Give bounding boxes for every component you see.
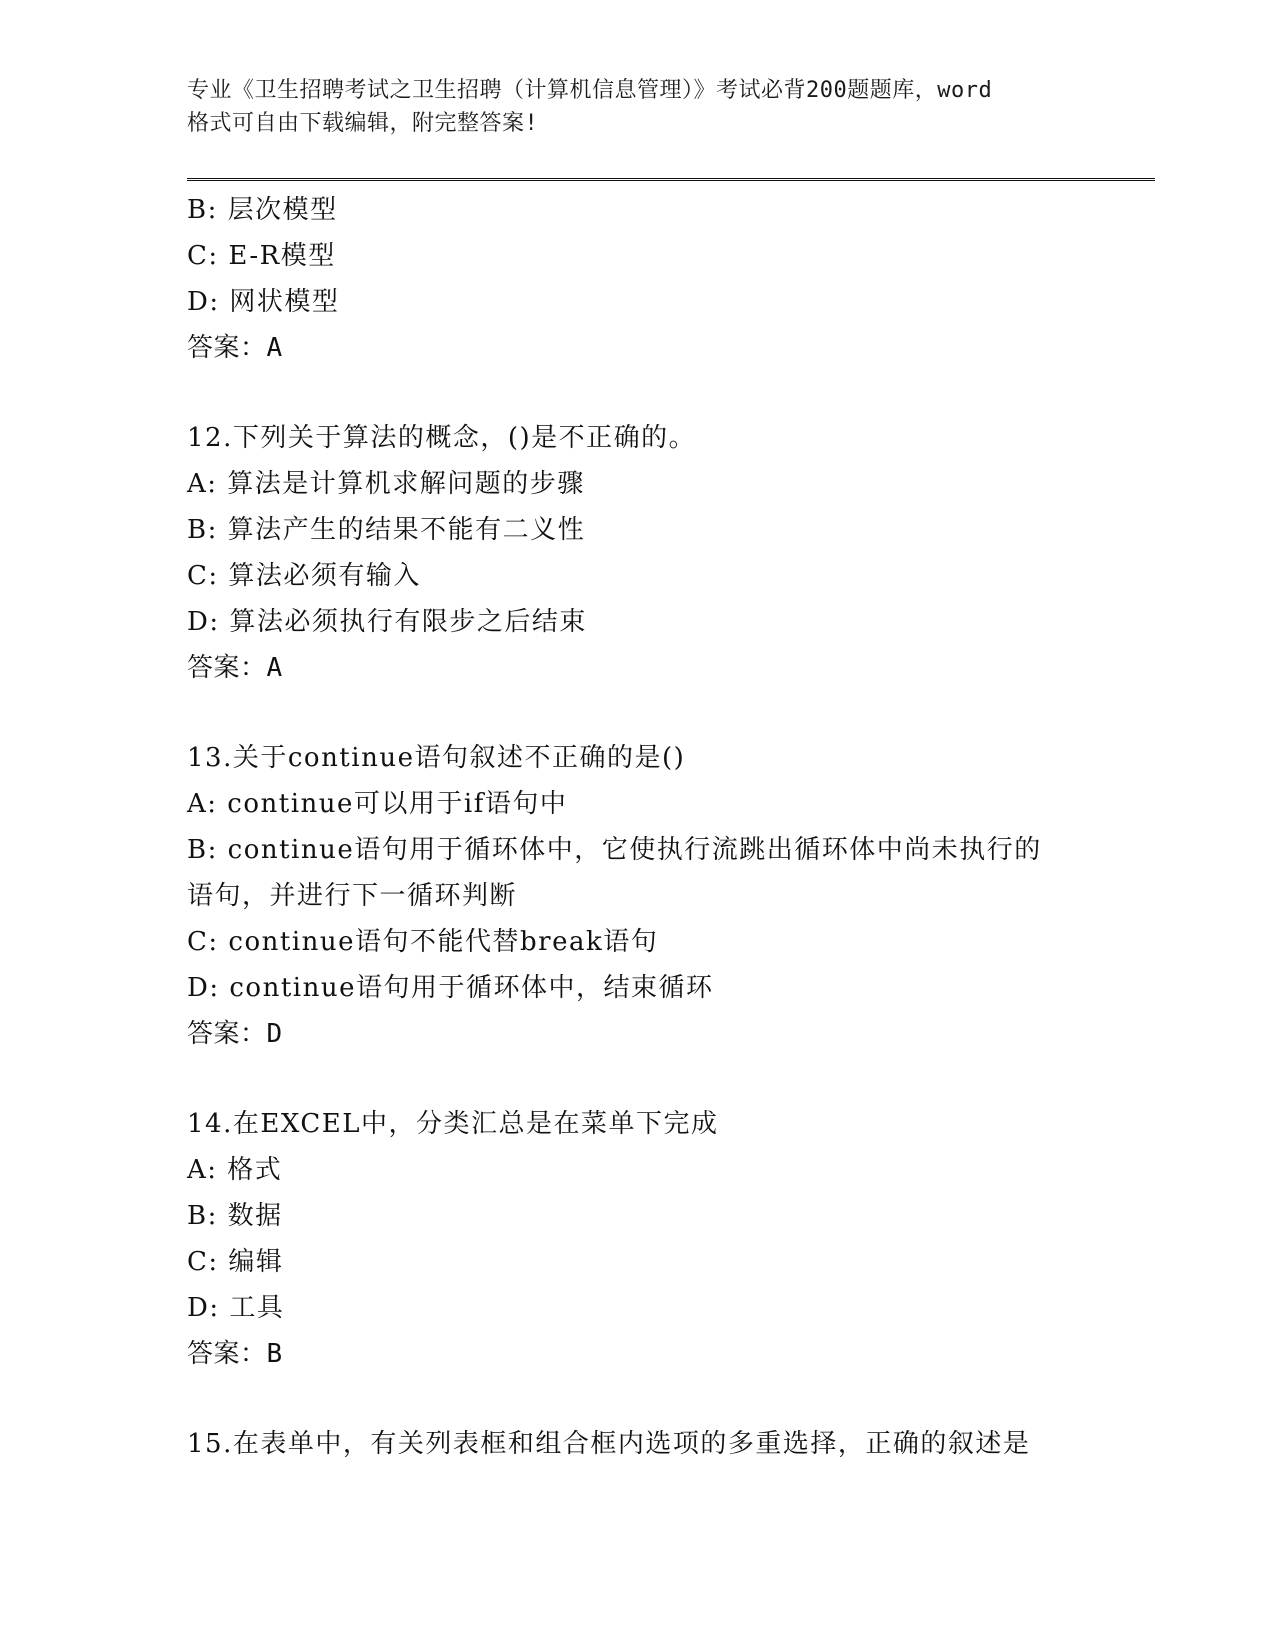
option-b: B: continue语句用于循环体中，它使执行流跳出循环体中尚未执行的 <box>187 835 1042 865</box>
option-b: B: 算法产生的结果不能有二义性 <box>187 515 586 545</box>
option-d: D: 算法必须执行有限步之后结束 <box>187 607 587 637</box>
option-d: D: continue语句用于循环体中，结束循环 <box>187 973 714 1003</box>
option-a: A: 算法是计算机求解问题的步骤 <box>187 469 585 499</box>
option-b-continued: 语句，并进行下一循环判断 <box>187 881 518 911</box>
header-divider <box>187 178 1155 181</box>
question-14 <box>187 1101 1137 1377</box>
option-b: B: 数据 <box>187 1201 283 1231</box>
option-d: D: 工具 <box>187 1293 285 1323</box>
option-c: C: E-R模型 <box>187 241 336 271</box>
option-c: C: continue语句不能代替break语句 <box>187 927 659 957</box>
answer: 答案：B <box>187 1339 283 1369</box>
option-b: B: 层次模型 <box>187 195 338 225</box>
question-15 <box>187 1421 1137 1467</box>
question-text: 12.下列关于算法的概念，()是不正确的。 <box>187 423 697 453</box>
question-13 <box>187 735 1137 1057</box>
answer: 答案：A <box>187 653 283 683</box>
option-d: D: 网状模型 <box>187 287 340 317</box>
answer: 答案：D <box>187 1019 283 1049</box>
question-12 <box>187 415 1137 691</box>
answer: 答案：A <box>187 333 283 363</box>
header-line-1: 专业《卫生招聘考试之卫生招聘（计算机信息管理）》考试必背200题题库，word <box>187 78 993 103</box>
option-c: C: 算法必须有输入 <box>187 561 421 591</box>
option-c: C: 编辑 <box>187 1247 284 1277</box>
question-list <box>187 187 1137 1467</box>
option-a: A: 格式 <box>187 1155 283 1185</box>
header-line-2: 格式可自由下载编辑，附完整答案! <box>187 111 539 136</box>
question-text: 14.在EXCEL中，分类汇总是在菜单下完成 <box>187 1109 719 1139</box>
question-11-tail <box>187 187 1137 371</box>
option-a: A: continue可以用于if语句中 <box>187 789 568 819</box>
document-header <box>187 74 1087 140</box>
question-text: 15.在表单中，有关列表框和组合框内选项的多重选择，正确的叙述是 <box>187 1429 1031 1459</box>
question-text: 13.关于continue语句叙述不正确的是() <box>187 743 686 773</box>
